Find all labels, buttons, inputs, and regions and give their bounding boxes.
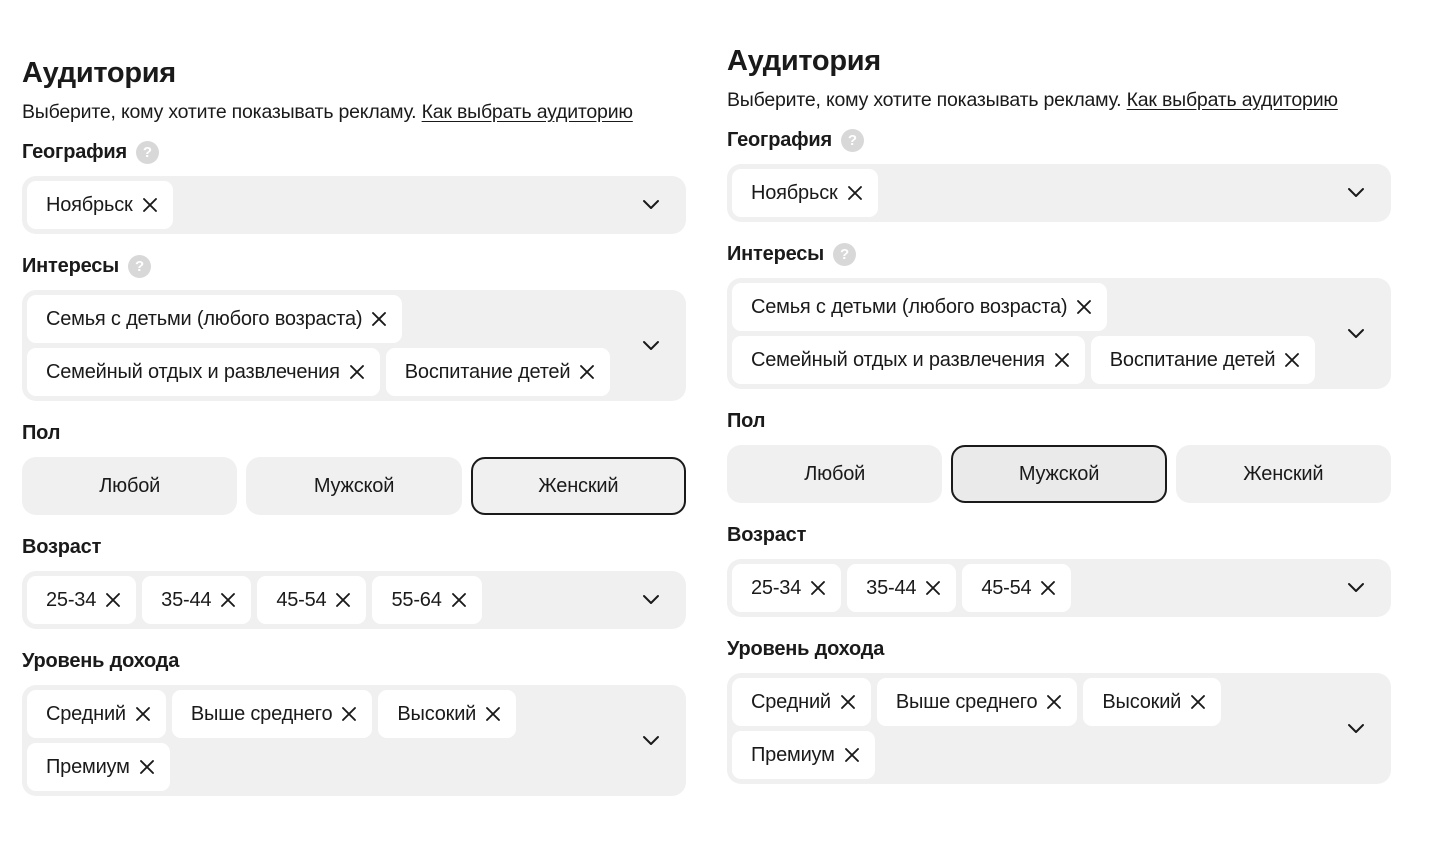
- age-field: [727, 523, 1391, 617]
- close-icon[interactable]: [450, 591, 468, 609]
- question-circle-icon[interactable]: ?: [833, 243, 856, 266]
- income-field: [727, 637, 1391, 784]
- gender-label: Пол: [22, 422, 61, 444]
- geography-select[interactable]: [22, 176, 686, 234]
- interests-chip: [386, 348, 611, 396]
- age-field: [22, 535, 686, 629]
- subtitle-text: Выберите, кому хотите показывать рекламу.: [727, 89, 1122, 111]
- geography-select[interactable]: [727, 164, 1391, 222]
- close-icon[interactable]: [846, 184, 864, 202]
- question-circle-icon[interactable]: ?: [841, 129, 864, 152]
- income-select[interactable]: [22, 685, 686, 796]
- income-label: Уровень дохода: [22, 650, 180, 672]
- geography-chip: [732, 169, 878, 217]
- age-chip: [142, 576, 251, 624]
- chip-label: Высокий: [397, 702, 477, 725]
- gender-field: [727, 409, 1391, 503]
- chip-label: Выше среднего: [190, 702, 333, 725]
- interests-field: [727, 242, 1391, 389]
- close-icon[interactable]: [924, 579, 942, 597]
- income-chip: [877, 678, 1077, 726]
- how-to-choose-audience-link[interactable]: Как выбрать аудиторию: [421, 101, 633, 123]
- chevron-down-icon[interactable]: [1347, 723, 1365, 735]
- geography-label: География: [22, 141, 127, 163]
- interests-chip: [732, 336, 1085, 384]
- question-circle-icon[interactable]: ?: [128, 255, 151, 278]
- income-field: [22, 649, 686, 796]
- geography-field: [727, 128, 1391, 222]
- age-select[interactable]: [22, 571, 686, 629]
- age-chip: [372, 576, 481, 624]
- chip-label: 35-44: [866, 576, 917, 599]
- interests-label: Интересы: [727, 243, 825, 265]
- gender-option-button[interactable]: Мужской: [951, 445, 1166, 503]
- chip-label: Средний: [751, 690, 831, 713]
- income-chip: [732, 731, 875, 779]
- question-circle-icon[interactable]: ?: [136, 141, 159, 164]
- age-label: Возраст: [727, 524, 807, 546]
- close-icon[interactable]: [134, 705, 152, 723]
- interests-chip: [27, 348, 380, 396]
- age-label: Возраст: [22, 536, 102, 558]
- income-chip: [1083, 678, 1221, 726]
- gender-field: [22, 421, 686, 515]
- close-icon[interactable]: [1039, 579, 1057, 597]
- close-icon[interactable]: [141, 196, 159, 214]
- chip-label: 45-54: [276, 588, 327, 611]
- close-icon[interactable]: [348, 363, 366, 381]
- chip-label: Премиум: [751, 743, 835, 766]
- gender-option-button[interactable]: Женский: [1176, 445, 1391, 503]
- interests-label: Интересы: [22, 255, 120, 277]
- chip-label: Семья с детьми (любого возраста): [46, 307, 363, 330]
- age-chip: [847, 564, 956, 612]
- close-icon[interactable]: [340, 705, 358, 723]
- page-subtitle: [727, 88, 1391, 112]
- income-chip: [27, 690, 166, 738]
- chevron-down-icon[interactable]: [642, 594, 660, 606]
- close-icon[interactable]: [484, 705, 502, 723]
- chip-label: 35-44: [161, 588, 212, 611]
- close-icon[interactable]: [809, 579, 827, 597]
- income-chip: [732, 678, 871, 726]
- gender-option-button[interactable]: Любой: [22, 457, 237, 515]
- page-title: Аудитория: [22, 57, 176, 89]
- chip-label: Воспитание детей: [404, 360, 571, 383]
- income-chip: [172, 690, 372, 738]
- age-chip: [257, 576, 366, 624]
- close-icon[interactable]: [219, 591, 237, 609]
- age-chip: [962, 564, 1071, 612]
- chip-label: Ноябрьск: [751, 181, 838, 204]
- chip-label: Выше среднего: [895, 690, 1038, 713]
- income-label: Уровень дохода: [727, 638, 885, 660]
- close-icon[interactable]: [1283, 351, 1301, 369]
- gender-option-button[interactable]: Любой: [727, 445, 942, 503]
- interests-select[interactable]: [727, 278, 1391, 389]
- income-select[interactable]: [727, 673, 1391, 784]
- close-icon[interactable]: [370, 310, 388, 328]
- chevron-down-icon[interactable]: [642, 340, 660, 352]
- gender-option-button[interactable]: Мужской: [246, 457, 461, 515]
- chip-label: Премиум: [46, 755, 130, 778]
- chip-label: 55-64: [391, 588, 442, 611]
- close-icon[interactable]: [1075, 298, 1093, 316]
- gender-segmented-control: [727, 445, 1391, 503]
- chip-label: 45-54: [981, 576, 1032, 599]
- chip-label: Средний: [46, 702, 126, 725]
- close-icon[interactable]: [138, 758, 156, 776]
- interests-select[interactable]: [22, 290, 686, 401]
- page-subtitle: [22, 100, 686, 124]
- chip-label: Воспитание детей: [1109, 348, 1276, 371]
- interests-chip: [1091, 336, 1316, 384]
- geography-label: География: [727, 129, 832, 151]
- chip-label: Высокий: [1102, 690, 1182, 713]
- geography-field: [22, 140, 686, 234]
- chevron-down-icon[interactable]: [642, 735, 660, 747]
- audience-panel-left: [22, 56, 686, 796]
- interests-field: [22, 254, 686, 401]
- chip-label: 25-34: [46, 588, 97, 611]
- chevron-down-icon[interactable]: [642, 199, 660, 211]
- age-chip: [732, 564, 841, 612]
- interests-chip: [732, 283, 1107, 331]
- chevron-down-icon[interactable]: [1347, 328, 1365, 340]
- chip-label: 25-34: [751, 576, 802, 599]
- close-icon[interactable]: [843, 746, 861, 764]
- age-select[interactable]: [727, 559, 1391, 617]
- gender-option-button[interactable]: Женский: [471, 457, 686, 515]
- interests-chip: [27, 295, 402, 343]
- chevron-down-icon[interactable]: [1347, 187, 1365, 199]
- close-icon[interactable]: [334, 591, 352, 609]
- gender-segmented-control: [22, 457, 686, 515]
- close-icon[interactable]: [1189, 693, 1207, 711]
- how-to-choose-audience-link[interactable]: Как выбрать аудиторию: [1126, 89, 1338, 111]
- close-icon[interactable]: [104, 591, 122, 609]
- chip-label: Семейный отдых и развлечения: [46, 360, 340, 383]
- close-icon[interactable]: [1045, 693, 1063, 711]
- gender-label: Пол: [727, 410, 766, 432]
- age-chip: [27, 576, 136, 624]
- income-chip: [378, 690, 516, 738]
- page-title: Аудитория: [727, 45, 881, 77]
- audience-panel-right: [727, 44, 1391, 784]
- chevron-down-icon[interactable]: [1347, 582, 1365, 594]
- geography-chip: [27, 181, 173, 229]
- chip-label: Семейный отдых и развлечения: [751, 348, 1045, 371]
- chip-label: Ноябрьск: [46, 193, 133, 216]
- close-icon[interactable]: [578, 363, 596, 381]
- income-chip: [27, 743, 170, 791]
- close-icon[interactable]: [839, 693, 857, 711]
- close-icon[interactable]: [1053, 351, 1071, 369]
- chip-label: Семья с детьми (любого возраста): [751, 295, 1068, 318]
- subtitle-text: Выберите, кому хотите показывать рекламу.: [22, 101, 417, 123]
